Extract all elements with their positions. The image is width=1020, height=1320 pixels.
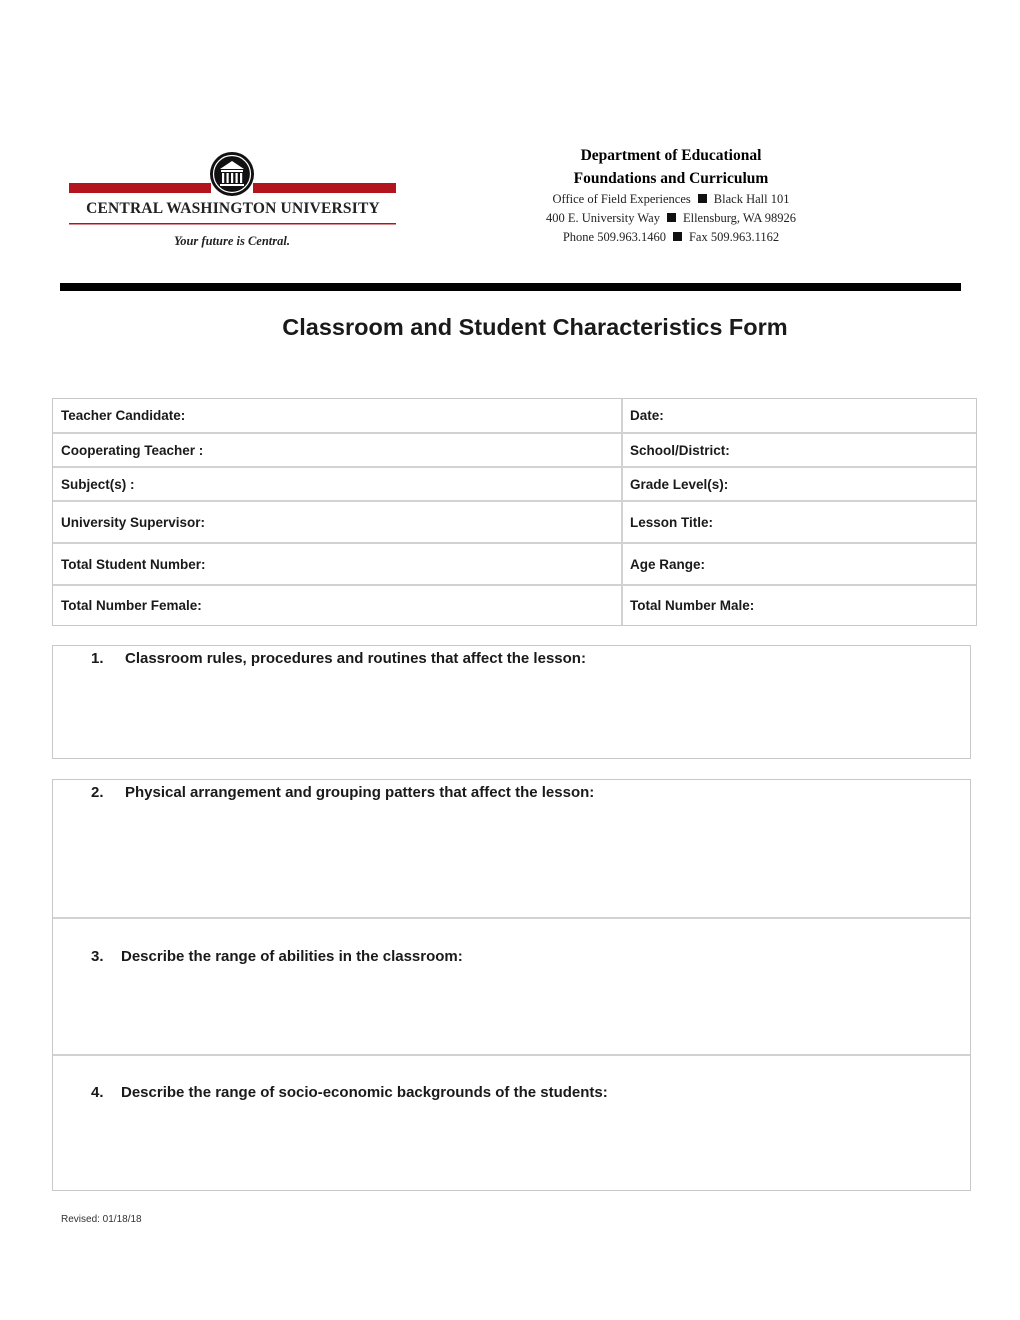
department-address [500,144,842,247]
office-name: Office of Field Experiences [552,192,691,206]
total-number-female-field[interactable]: Total Number Female: [53,586,623,625]
question-3-section[interactable] [53,917,970,1054]
question-1-box[interactable] [52,645,971,759]
university-name: CENTRAL WASHINGTON UNIVERSITY [86,200,380,217]
question-text: Classroom rules, procedures and routines that affect the lesson: [125,650,586,667]
question-2-label [91,784,594,801]
table-row [53,399,976,432]
form-title: Classroom and Student Characteristics Form [282,314,788,340]
city-state-zip: Ellensburg, WA 98926 [682,211,797,225]
department-name-line2: Foundations and Curriculum [573,170,769,187]
square-bullet-icon [698,194,707,203]
table-row [53,500,976,542]
table-row [53,432,976,466]
question-2-section[interactable] [53,780,970,917]
office-building: Black Hall 101 [713,192,790,206]
school-district-field[interactable]: School/District: [630,442,730,458]
info-table [52,398,977,626]
cooperating-teacher-field[interactable]: Cooperating Teacher : [53,434,623,466]
question-4-section[interactable] [53,1054,970,1190]
total-student-number-field[interactable]: Total Student Number: [53,544,623,584]
question-text: Describe the range of socio-economic backgrounds of the students: [121,1084,608,1101]
question-4-label [91,1084,608,1101]
total-number-male-field[interactable]: Total Number Male: [630,598,755,613]
contact-line [500,228,842,247]
revision-date: Revised: 01/18/18 [61,1214,142,1225]
questions-box [52,779,971,1191]
question-3-label [91,948,463,965]
table-row [53,542,976,584]
square-bullet-icon [667,213,676,222]
department-name-line1: Department of Educational [580,147,762,164]
header-divider [60,283,961,291]
question-number: 2. [91,784,104,801]
university-logo [66,150,398,252]
table-row [53,466,976,500]
question-number: 1. [91,650,104,667]
question-number: 4. [91,1084,104,1101]
phone-number: Phone 509.963.1460 [562,230,666,244]
question-text: Describe the range of abilities in the classroom: [121,948,463,965]
university-supervisor-field[interactable]: University Supervisor: [53,502,623,542]
age-range-field[interactable]: Age Range: [630,556,706,572]
table-row [53,584,976,625]
university-tagline: Your future is Central. [173,234,290,248]
subjects-field[interactable]: Subject(s) : [53,468,623,500]
square-bullet-icon [673,232,682,241]
teacher-candidate-field[interactable]: Teacher Candidate: [53,399,623,432]
grade-levels-field[interactable]: Grade Level(s): [630,476,729,492]
office-line [500,190,842,209]
question-number: 3. [91,948,104,965]
lesson-title-field[interactable]: Lesson Title: [630,514,714,530]
street-line [500,209,842,228]
question-1-label [91,650,586,667]
question-text: Physical arrangement and grouping patters that affect the lesson: [125,784,595,801]
date-field[interactable]: Date: [630,408,664,423]
street-address: 400 E. University Way [545,211,660,225]
fax-number: Fax 509.963.1162 [688,230,780,244]
